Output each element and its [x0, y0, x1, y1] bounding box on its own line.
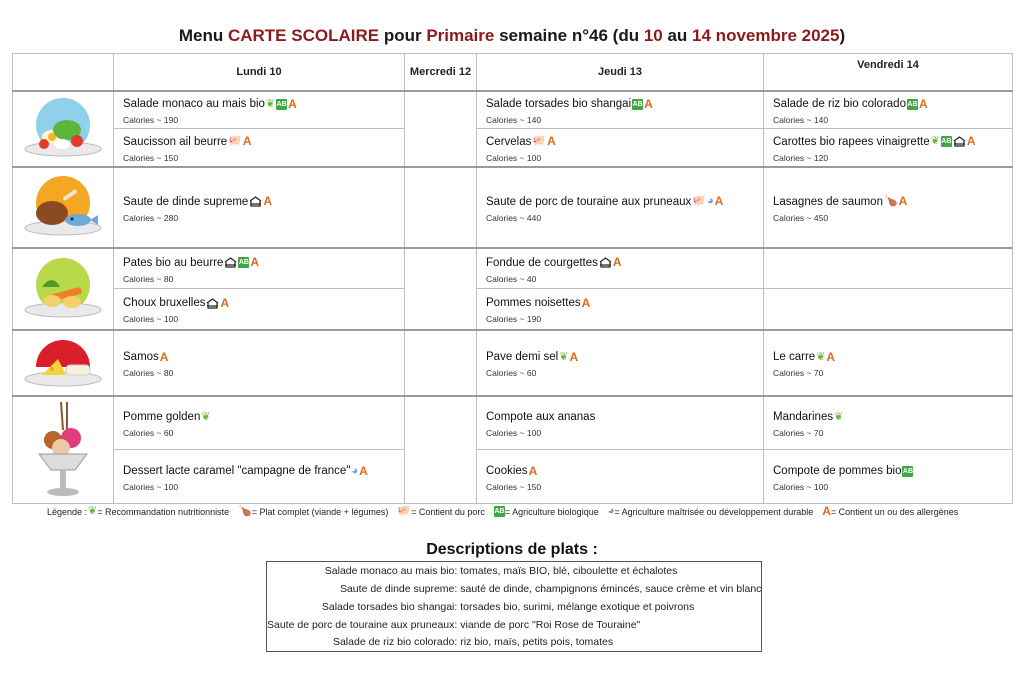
allergen-icon: A: [547, 134, 556, 149]
homemade-icon: [249, 196, 262, 207]
cell-lundi-entree2: Saucisson ail beurre 🐖 A Calories ~ 150: [114, 129, 405, 167]
header-jeudi: Jeudi 13: [477, 54, 764, 91]
allergen-icon: A: [822, 504, 831, 518]
description-row: Salade de riz bio colorado : riz bio, maïs, petits pois, tomates: [332, 636, 614, 649]
cell-lundi-fromage: Samos A Calories ~ 80: [114, 330, 405, 396]
fromage-image: [13, 330, 114, 396]
cell-jeudi-plat: Saute de porc de touraine aux pruneaux 🐖 ◕ A Calories ~ 440: [477, 167, 764, 248]
allergen-icon: A: [263, 194, 272, 208]
legume-row-2: [13, 289, 1013, 330]
nutrition-icon: ❦: [265, 97, 276, 110]
legume-row-1: [13, 248, 1013, 289]
cell-lundi-legume2: Choux bruxelles A Calories ~ 100: [114, 289, 405, 330]
cell-lundi-dessert2: Dessert lacte caramel "campagne de france" ◕ A Calories ~ 100: [114, 450, 405, 504]
bio-icon: AB: [907, 100, 918, 108]
description-row: Saute de dinde supreme : sauté de dinde, champignons émincés, sauce crème et vin blanc: [339, 582, 762, 595]
nutrition-icon: ❦: [834, 410, 844, 423]
header-empty: [13, 54, 114, 91]
nutrition-icon: ❦: [559, 350, 569, 363]
cell-mercredi-fromage: [405, 330, 477, 396]
homemade-icon: [206, 298, 219, 309]
pork-icon: 🐖: [692, 195, 706, 207]
homemade-icon: [224, 257, 237, 268]
allergen-icon: A: [714, 194, 724, 208]
cell-jeudi-dessert1: Compote aux ananas Calories ~ 100: [477, 396, 764, 450]
allergen-icon: A: [242, 134, 252, 149]
cell-lundi-plat: Saute de dinde supreme A Calories ~ 280: [114, 167, 405, 248]
dessert-row-2: [13, 450, 1013, 504]
plat-complet-icon: 🍗: [238, 505, 252, 517]
bio-icon: AB: [238, 259, 249, 267]
allergen-icon: A: [898, 194, 908, 208]
nutrition-icon: ❦: [930, 135, 940, 148]
pork-icon: 🐖: [397, 505, 412, 517]
cell-vendredi-legume1: [764, 248, 1013, 289]
description-row: Saute de porc de touraine aux pruneaux : viande de porc "Roi Rose de Touraine": [267, 618, 641, 631]
legend-nutrition: ❦ = Recommandation nutritionniste: [88, 505, 230, 517]
cell-jeudi-fromage: Pave demi sel ❦ A Calories ~ 60: [477, 330, 764, 396]
header-vendredi: Vendredi 14: [764, 54, 1013, 91]
cell-jeudi-entree2: Cervelas 🐖 A Calories ~ 100: [477, 129, 764, 167]
description-row: Salade monaco au mais bio : tomates, maïs BIO, blé, ciboulette et échalotes: [324, 564, 678, 577]
cell-mercredi-legume: [405, 248, 477, 330]
descriptions-title: Descriptions de plats :: [426, 541, 598, 558]
legend-durable: ◕ = Agriculture maîtrisée ou développement durable: [607, 505, 814, 517]
dessert-image: [13, 396, 114, 504]
cell-lundi-dessert1: Pomme golden ❦ Calories ~ 60: [114, 396, 405, 450]
cell-jeudi-dessert2: Cookies A Calories ~ 150: [477, 450, 764, 504]
pork-icon: 🐖: [532, 135, 547, 148]
bio-icon: AB: [632, 100, 643, 108]
cell-mercredi-dessert: [405, 396, 477, 504]
allergen-icon: A: [612, 255, 622, 270]
salad-plate-icon: [22, 97, 104, 161]
header-lundi: Lundi 10: [114, 54, 405, 91]
legend-allergenes: A = Contient un ou des allergènes: [822, 504, 959, 518]
vegetables-plate-icon: [22, 257, 104, 321]
plat-complet-icon: 🍗: [883, 195, 898, 207]
cell-vendredi-entree2: Carottes bio rapees vinaigrette ❦ AB A Calories ~ 120: [764, 129, 1013, 167]
legend-label: Légende :: [47, 506, 88, 517]
allergen-icon: A: [159, 349, 169, 364]
bio-icon: AB: [494, 508, 505, 515]
legend-porc: 🐖 = Contient du porc: [397, 505, 485, 517]
dessert-row-1: [13, 396, 1013, 450]
cell-jeudi-entree1: Salade torsades bio shangai AB A Calories ~ 140: [477, 91, 764, 129]
cell-lundi-entree1: Salade monaco au mais bio ❦ AB A Calories ~ 190: [114, 91, 405, 129]
cell-mercredi-entree: [405, 91, 477, 167]
cell-vendredi-entree1: Salade de riz bio colorado AB A Calories ~ 140: [764, 91, 1013, 129]
allergen-icon: A: [250, 255, 260, 270]
fromage-row: [13, 330, 1013, 396]
entree-row-2: [13, 129, 1013, 167]
legend-bio: AB = Agriculture biologique: [494, 506, 599, 517]
nutrition-icon: ❦: [816, 350, 826, 363]
cell-jeudi-legume1: Fondue de courgettes A Calories ~ 40: [477, 248, 764, 289]
nutrition-icon: ❦: [201, 410, 211, 423]
legume-image: [13, 248, 114, 330]
cell-vendredi-legume2: [764, 289, 1013, 330]
ice-cream-cup-icon: [33, 400, 93, 500]
cell-vendredi-dessert1: Mandarines ❦ Calories ~ 70: [764, 396, 1013, 450]
cell-vendredi-plat: Lasagnes de saumon 🍗 A Calories ~ 450: [764, 167, 1013, 248]
allergen-icon: A: [966, 134, 976, 149]
pork-icon: 🐖: [228, 135, 242, 148]
sustainable-icon: ◕: [607, 505, 615, 517]
legend: [47, 506, 966, 517]
legend-plat-complet: 🍗 = Plat complet (viande + légumes): [238, 505, 389, 517]
allergen-icon: A: [288, 96, 297, 111]
cell-vendredi-fromage: Le carre ❦ A Calories ~ 70: [764, 330, 1013, 396]
plat-image: [13, 167, 114, 248]
allergen-icon: A: [359, 463, 368, 478]
allergen-icon: A: [569, 349, 579, 364]
cell-lundi-legume1: Pates bio au beurre AB A Calories ~ 80: [114, 248, 405, 289]
homemade-icon: [599, 257, 612, 268]
sustainable-icon: ◕: [351, 464, 359, 477]
entree-row-1: [13, 91, 1013, 129]
cheese-plate-icon: [22, 335, 104, 391]
bio-icon: AB: [941, 138, 952, 146]
bio-icon: AB: [902, 467, 914, 475]
meat-fish-plate-icon: [22, 175, 104, 239]
descriptions-table: [266, 561, 762, 652]
bio-icon: AB: [276, 100, 287, 108]
homemade-icon: [953, 136, 966, 147]
description-row: Salade torsades bio shangai : torsades bio, surimi, mélange exotique et poivrons: [321, 600, 695, 613]
allergen-icon: A: [581, 295, 591, 310]
allergen-icon: A: [918, 96, 928, 111]
allergen-icon: A: [220, 295, 230, 310]
nutrition-icon: ❦: [88, 505, 98, 517]
allergen-icon: A: [528, 463, 538, 478]
cell-jeudi-legume2: Pommes noisettes A Calories ~ 190: [477, 289, 764, 330]
page-title: Menu CARTE SCOLAIRE pour Primaire semaine n°46 (du 10 au 14 novembre 2025): [178, 26, 846, 45]
cell-vendredi-dessert2: Compote de pommes bio AB Calories ~ 100: [764, 450, 1013, 504]
menu-table: [12, 53, 1013, 504]
allergen-icon: A: [826, 349, 836, 364]
sustainable-icon: ◕: [706, 195, 714, 207]
header-mercredi: Mercredi 12: [405, 54, 477, 91]
plat-row: [13, 167, 1013, 248]
header-row: [13, 54, 1013, 91]
allergen-icon: A: [644, 96, 653, 111]
cell-mercredi-plat: [405, 167, 477, 248]
entree-image: [13, 91, 114, 167]
